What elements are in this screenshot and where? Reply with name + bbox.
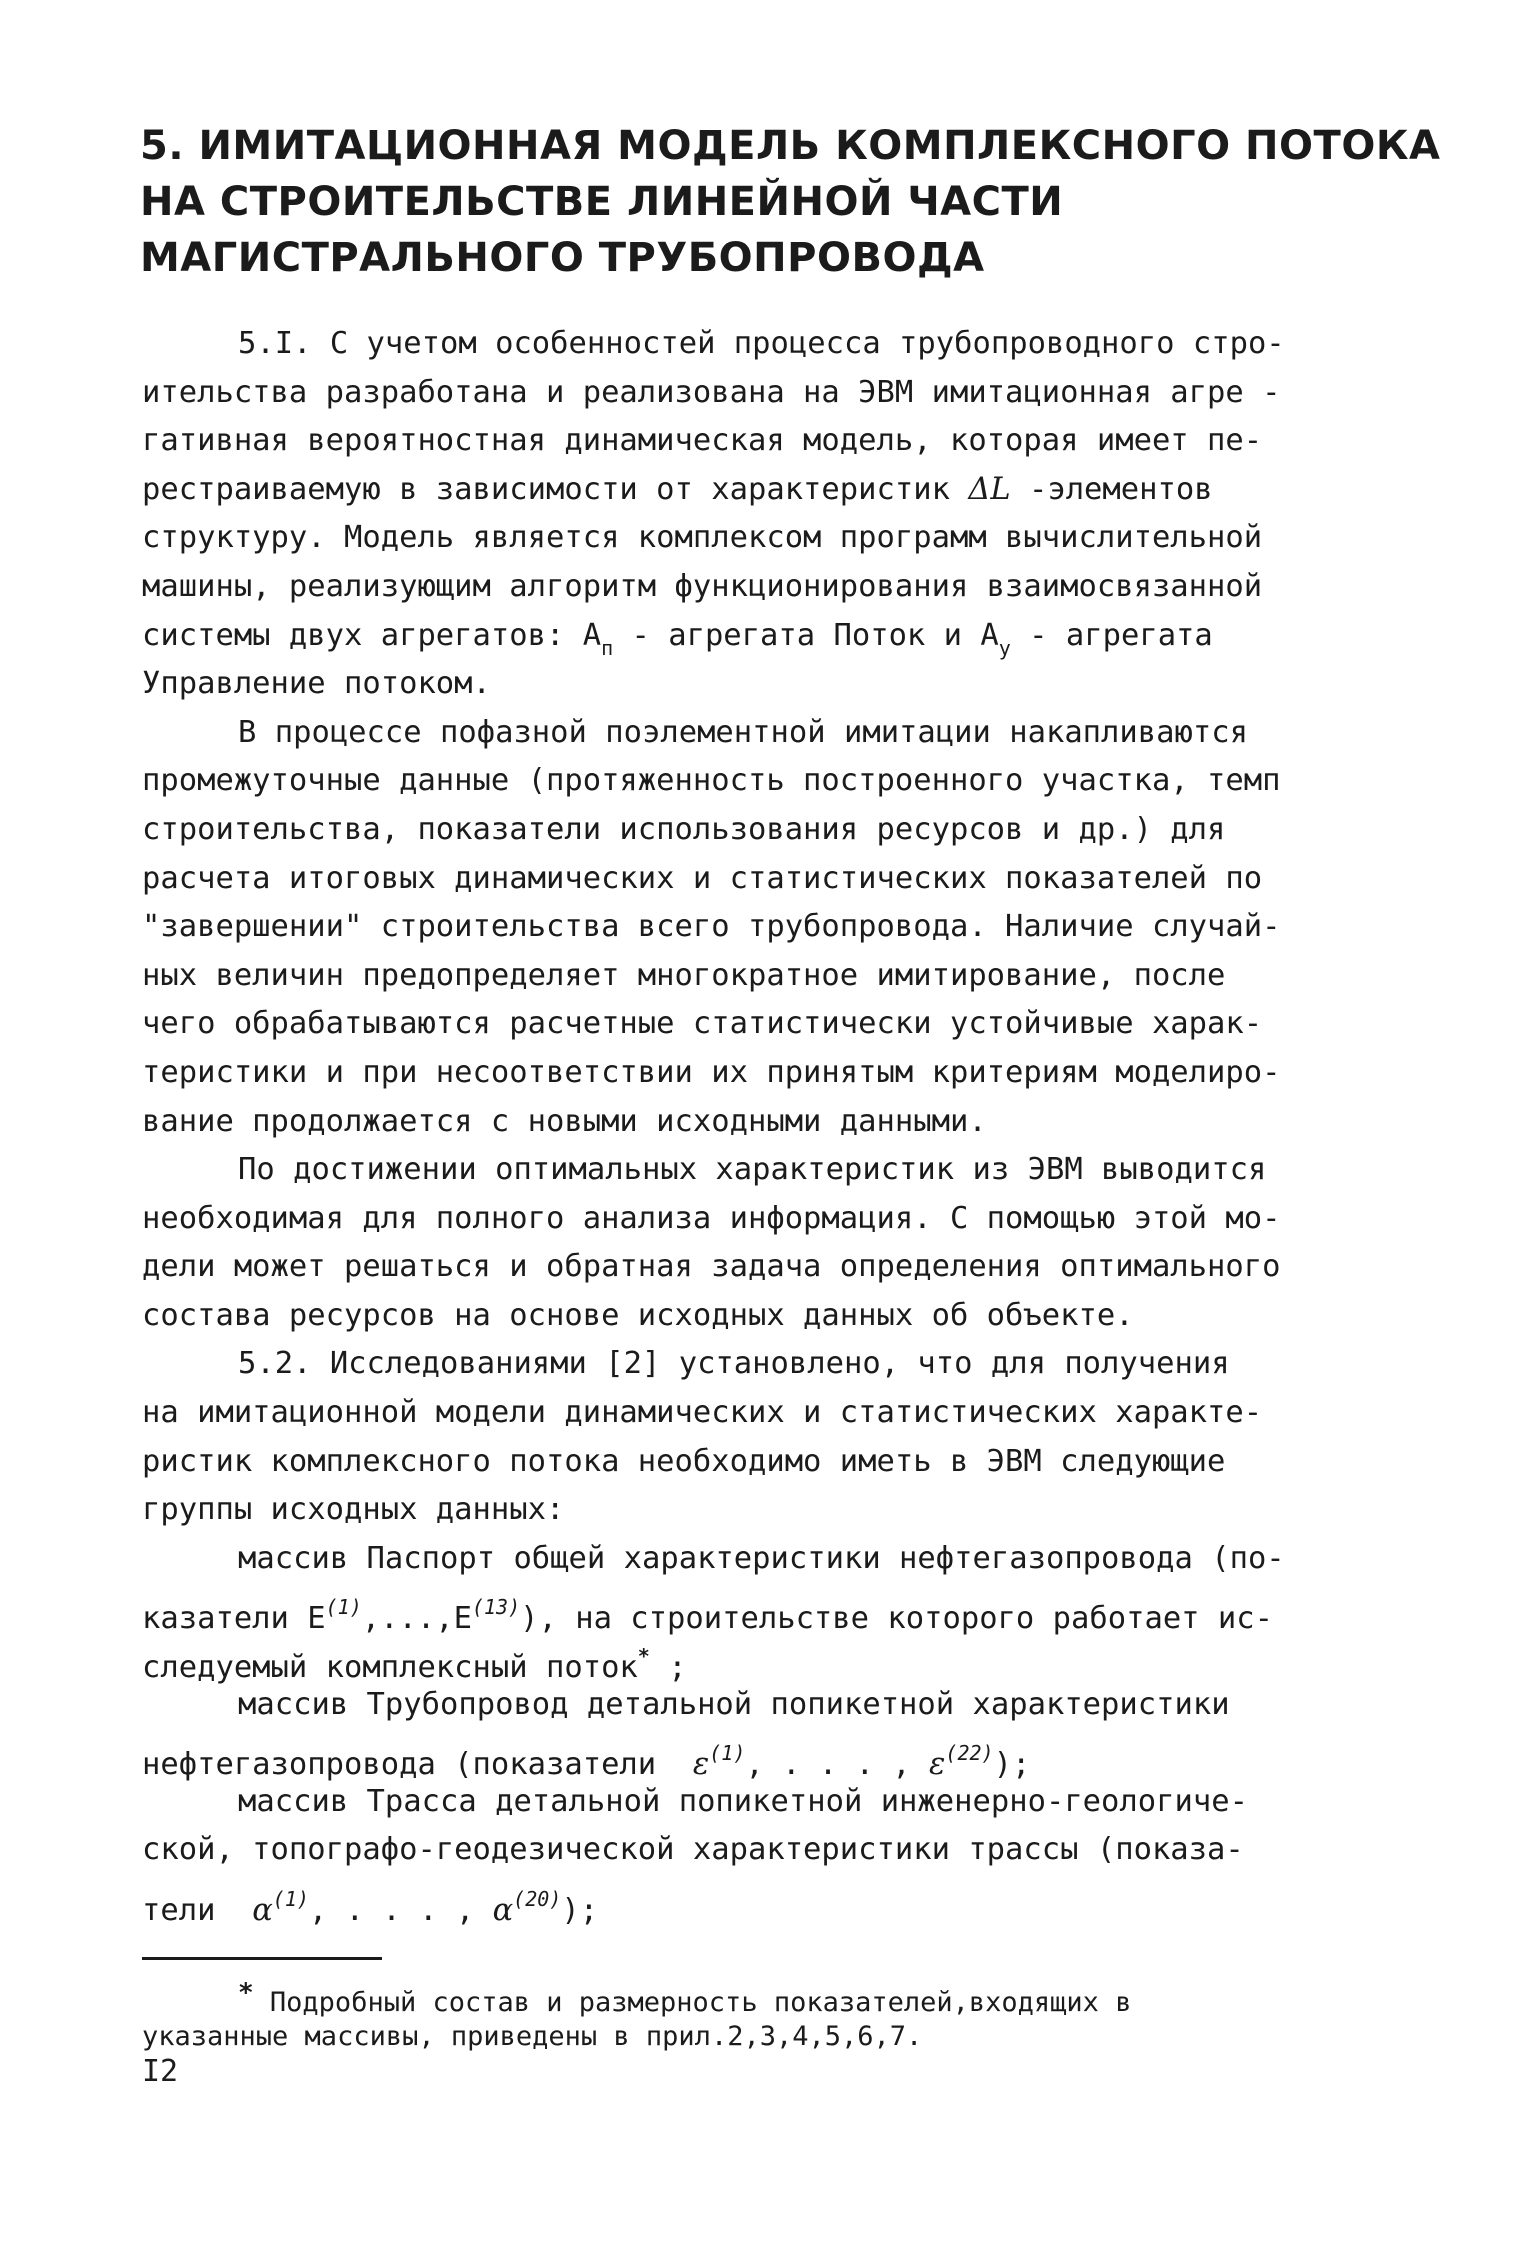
text-line: теристики и при несоответствии их принятым критериям моделиро- (142, 1054, 1281, 1090)
text-span: , . . . , (745, 1747, 930, 1783)
text-line: Управление потоком. (142, 666, 491, 702)
text-line (142, 1875, 1402, 1928)
text-line: состава ресурсов на основе исходных данных об объекте. (142, 1297, 1134, 1333)
text-span: - агрегата (1010, 617, 1213, 653)
text-span: , . . . , (308, 1893, 493, 1928)
text-span: ); (561, 1893, 599, 1928)
text-span: ); (993, 1747, 1031, 1783)
text-line: расчета итоговых динамических и статистических показателей по (142, 860, 1263, 896)
heading-line: МАГИСТРАЛЬНОГО ТРУБОПРОВОДА (140, 235, 985, 281)
text-span: нефтегазопровода (показатели (142, 1747, 693, 1783)
subscript: у (998, 635, 1011, 660)
body-text (142, 320, 1402, 1928)
text-line: ристик комплексного потока необходимо иметь в ЭВМ следующие (142, 1443, 1226, 1479)
text-line: машины, реализующим алгоритм функционирования взаимосвязанной (142, 568, 1263, 604)
text-span: ,...,Е (361, 1601, 472, 1637)
text-line: массив Трубопровод детальной попикетной характеристики (238, 1686, 1230, 1722)
text-line: промежуточные данные (протяженность построенного участка, темп (142, 763, 1281, 799)
text-line: структуру. Модель является комплексом программ вычислительной (142, 520, 1263, 556)
alpha-symbol: α (492, 1893, 514, 1928)
page-number: I2 (142, 2054, 179, 2089)
heading-line: НА СТРОИТЕЛЬСТВЕ ЛИНЕЙНОЙ ЧАСТИ (140, 179, 1064, 225)
alpha-symbol: α (252, 1893, 273, 1928)
superscript: (13) (471, 1595, 521, 1620)
superscript: (1) (325, 1595, 362, 1620)
text-span: -элементов (1010, 471, 1213, 507)
text-span: следуемый комплексный поток (142, 1650, 638, 1686)
text-line: на имитационной модели динамических и статистических характе- (142, 1395, 1263, 1431)
text-span: казатели Е (142, 1601, 326, 1637)
text-line (142, 1632, 1402, 1686)
text-span: тели (142, 1893, 253, 1928)
superscript: (22) (945, 1741, 994, 1766)
text-span: системы двух агрегатов: А (142, 617, 602, 653)
text-line: массив Трасса детальной попикетной инженерно-геологиче- (238, 1783, 1248, 1819)
footnote-mark: * (637, 1644, 650, 1669)
text-line: ской, топографо-геодезической характеристики трассы (показа- (142, 1832, 1244, 1868)
text-line (142, 612, 1402, 661)
epsilon-symbol: ε (692, 1747, 710, 1783)
text-line: 5.2. Исследованиями [2] установлено, что для получения (238, 1346, 1230, 1382)
text-line: В процессе пофазной поэлементной имитации накапливаются (238, 714, 1248, 750)
text-line: вание продолжается с новыми исходными данными. (142, 1103, 987, 1139)
text-span: ; (649, 1650, 687, 1686)
epsilon-symbol: ε (929, 1747, 946, 1783)
text-span: - агрегата Поток и А (613, 617, 999, 653)
heading-line: 5. ИМИТАЦИОННАЯ МОДЕЛЬ КОМПЛЕКСНОГО ПОТОКА (140, 123, 1441, 169)
text-line: По достижении оптимальных характеристик из ЭВМ выводится (238, 1152, 1267, 1188)
text-line: гативная вероятностная динамическая модель, которая имеет пе- (142, 423, 1263, 459)
footnote (142, 1976, 1442, 2054)
text-line: ительства разработана и реализована на ЭВМ имитационная агре - (142, 374, 1281, 410)
footnote-text: Подробный состав и размерность показателей,входящих в (253, 1987, 1132, 2018)
text-line: группы исходных данных: (142, 1492, 565, 1528)
text-line (142, 1583, 1402, 1637)
superscript: (20) (513, 1887, 562, 1911)
text-line (142, 1729, 1402, 1783)
superscript: (1) (272, 1887, 309, 1911)
text-line: массив Паспорт общей характеристики нефтегазопровода (по- (238, 1540, 1285, 1576)
superscript: (1) (709, 1741, 746, 1766)
text-line: "завершении" строительства всего трубопровода. Наличие случай- (142, 909, 1281, 945)
text-line (142, 466, 1402, 515)
delta-l-symbol: ΔL (968, 471, 1011, 507)
subscript: п (601, 635, 614, 660)
text-span: ), на строительстве которого работает ис- (520, 1601, 1273, 1637)
text-line: 5.I. С учетом особенностей процесса трубопроводного стро- (238, 326, 1285, 361)
footnote-line: указанные массивы, приведены в прил.2,3,4,5,6,7. (142, 2021, 923, 2052)
text-line: чего обрабатываются расчетные статистически устойчивые харак- (142, 1006, 1263, 1042)
section-heading (140, 118, 1441, 286)
footnote-line (142, 1976, 1442, 2020)
text-line: необходимая для полного анализа информация. С помощью этой мо- (142, 1200, 1281, 1236)
text-span: рестраиваемую в зависимости от характеристик (142, 471, 969, 507)
text-line: дели может решаться и обратная задача определения оптимального (142, 1249, 1281, 1285)
text-line: строительства, показатели использования ресурсов и др.) для (142, 811, 1226, 847)
text-line: ных величин предопределяет многократное имитирование, после (142, 957, 1226, 993)
footnote-rule (142, 1957, 382, 1960)
footnote-mark: * (238, 1978, 254, 2008)
